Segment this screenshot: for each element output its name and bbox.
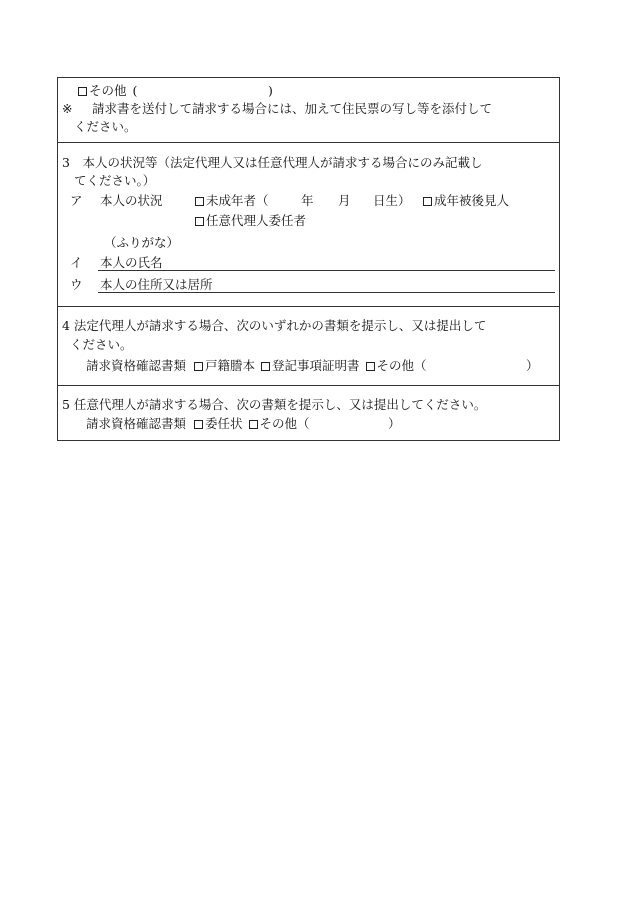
name-field-underline[interactable] — [98, 270, 555, 271]
item-a-label: 本人の状況 — [100, 193, 163, 208]
adult-guardian-option — [423, 193, 509, 209]
item-i-mark: イ — [70, 255, 83, 270]
section-4-line-1: 4 法定代理人が請求する場合、次のいずれかの書類を提示し、又は提出して — [62, 318, 487, 333]
koseki-label: 戸籍謄本 — [205, 358, 256, 373]
address-field-underline[interactable] — [98, 292, 555, 293]
section-4-close-paren: ） — [526, 358, 539, 373]
section-4-docs-label: 請求資格確認書類 — [86, 358, 187, 373]
section-4-legal-agent — [58, 306, 559, 386]
section-5-docs-row — [86, 416, 310, 432]
adult-guardian-checkbox[interactable] — [423, 197, 432, 206]
note-mark: ※ — [62, 101, 73, 116]
minor-label: 未成年者（ — [206, 193, 269, 208]
section-5-voluntary-agent — [58, 385, 559, 440]
section-4-docs-row — [86, 358, 427, 374]
other-checkbox[interactable] — [78, 87, 87, 96]
birth-month-label: 月 — [338, 193, 351, 208]
item-u-label: 本人の住所又は居所 — [100, 277, 213, 292]
request-form-table — [57, 77, 560, 441]
agent-delegator-checkbox[interactable] — [195, 217, 204, 226]
other-row — [78, 83, 137, 99]
section-5-other-checkbox[interactable] — [249, 420, 258, 429]
adult-guardian-label: 成年被後見人 — [434, 193, 510, 208]
section-5-other-label: その他（ — [259, 416, 310, 431]
registry-checkbox[interactable] — [261, 362, 270, 371]
agent-delegator-label: 任意代理人委任者 — [206, 213, 307, 228]
birth-day-label: 日生） — [373, 193, 411, 208]
birth-year-label: 年 — [301, 193, 314, 208]
minor-option — [195, 193, 269, 209]
section-other-note — [58, 78, 559, 143]
section-3-heading-line-1: 3 本人の状況等（法定代理人又は任意代理人が請求する場合にのみ記載し — [62, 155, 483, 170]
note-line-2: ください。 — [74, 119, 137, 134]
section-4-line-2: ください。 — [70, 337, 133, 352]
other-label: その他 — [89, 83, 127, 98]
minor-checkbox[interactable] — [195, 197, 204, 206]
section-5-close-paren: ） — [388, 416, 401, 431]
section-5-docs-label: 請求資格確認書類 — [86, 416, 187, 431]
item-u-mark: ウ — [70, 277, 83, 292]
item-i-label: 本人の氏名 — [100, 255, 163, 270]
section-4-other-checkbox[interactable] — [366, 362, 375, 371]
item-a-mark: ア — [70, 193, 83, 208]
power-of-attorney-checkbox[interactable] — [194, 420, 203, 429]
section-3-heading-line-2: てください。） — [74, 173, 156, 188]
power-of-attorney-label: 委任状 — [205, 416, 243, 431]
section-5-line-1: 5 任意代理人が請求する場合、次の書類を提示し、又は提出してください。 — [62, 397, 487, 412]
koseki-checkbox[interactable] — [194, 362, 203, 371]
note-line-1: 請求書を送付して請求する場合には、加えて住民票の写し等を添付して — [92, 101, 493, 116]
furigana-label: （ふりがな） — [104, 235, 180, 250]
agent-delegator-option — [195, 213, 306, 229]
other-paren-close: ) — [268, 83, 273, 98]
section-4-other-label: その他（ — [376, 358, 427, 373]
section-3-person-status — [58, 142, 559, 307]
registry-label: 登記事項証明書 — [272, 358, 360, 373]
other-paren-open: ( — [132, 83, 138, 98]
